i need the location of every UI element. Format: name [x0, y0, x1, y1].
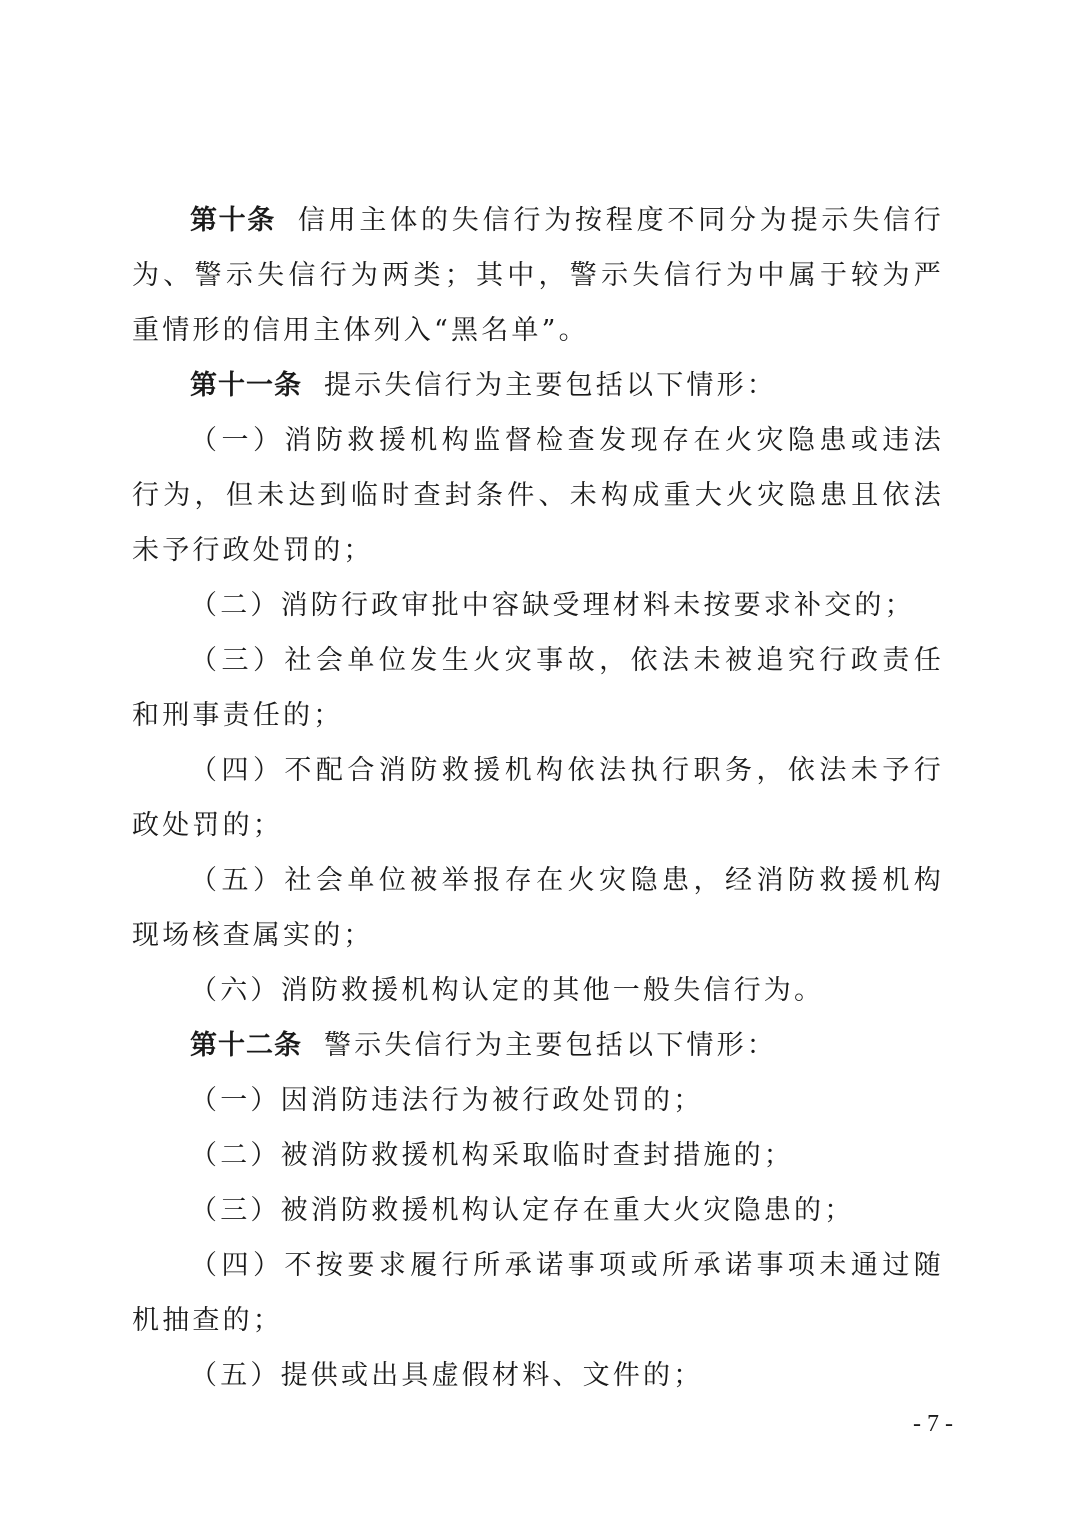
list-item: （六）消防救援机构认定的其他一般失信行为。: [190, 975, 825, 1006]
list-item: （一）消防救援机构监督检查发现存在火灾隐患或违法行为，但未达到临时查封条件、未构成重大火灾隐患且依法未予行政处罚的；: [132, 425, 944, 566]
list-item: （二）被消防救援机构采取临时查封措施的；: [190, 1140, 794, 1171]
article-heading: 第十二条: [190, 1030, 302, 1061]
list-item: （四）不配合消防救援机构依法执行职务，依法未予行政处罚的；: [132, 755, 944, 841]
article-11: [132, 358, 944, 413]
article-heading: 第十一条: [190, 370, 302, 401]
list-item: （五）社会单位被举报存在火灾隐患，经消防救援机构现场核查属实的；: [132, 865, 944, 951]
list-item: （三）社会单位发生火灾事故，依法未被追究行政责任和刑事责任的；: [132, 645, 944, 731]
article-text: 信用主体的失信行为按程度不同分为提示失信行为、警示失信行为两类；其中，警示失信行为中属于较为严重情形的信用主体列入“黑名单”。: [132, 205, 945, 346]
list-item: （五）提供或出具虚假材料、文件的；: [190, 1360, 704, 1391]
list-item: （一）因消防违法行为被行政处罚的；: [190, 1085, 704, 1116]
article-10: [132, 193, 944, 358]
list-item: （三）被消防救援机构认定存在重大火灾隐患的；: [190, 1195, 855, 1226]
article-heading: 第十条: [190, 205, 276, 236]
article-text: 提示失信行为主要包括以下情形：: [324, 370, 777, 401]
list-item: （二）消防行政审批中容缺受理材料未按要求补交的；: [190, 590, 915, 621]
article-12: [132, 1018, 944, 1073]
document-body: [132, 193, 944, 1403]
page-number: - 7 -: [913, 1411, 953, 1437]
list-item: （四）不按要求履行所承诺事项或所承诺事项未通过随机抽查的；: [132, 1250, 944, 1336]
article-text: 警示失信行为主要包括以下情形：: [324, 1030, 777, 1061]
